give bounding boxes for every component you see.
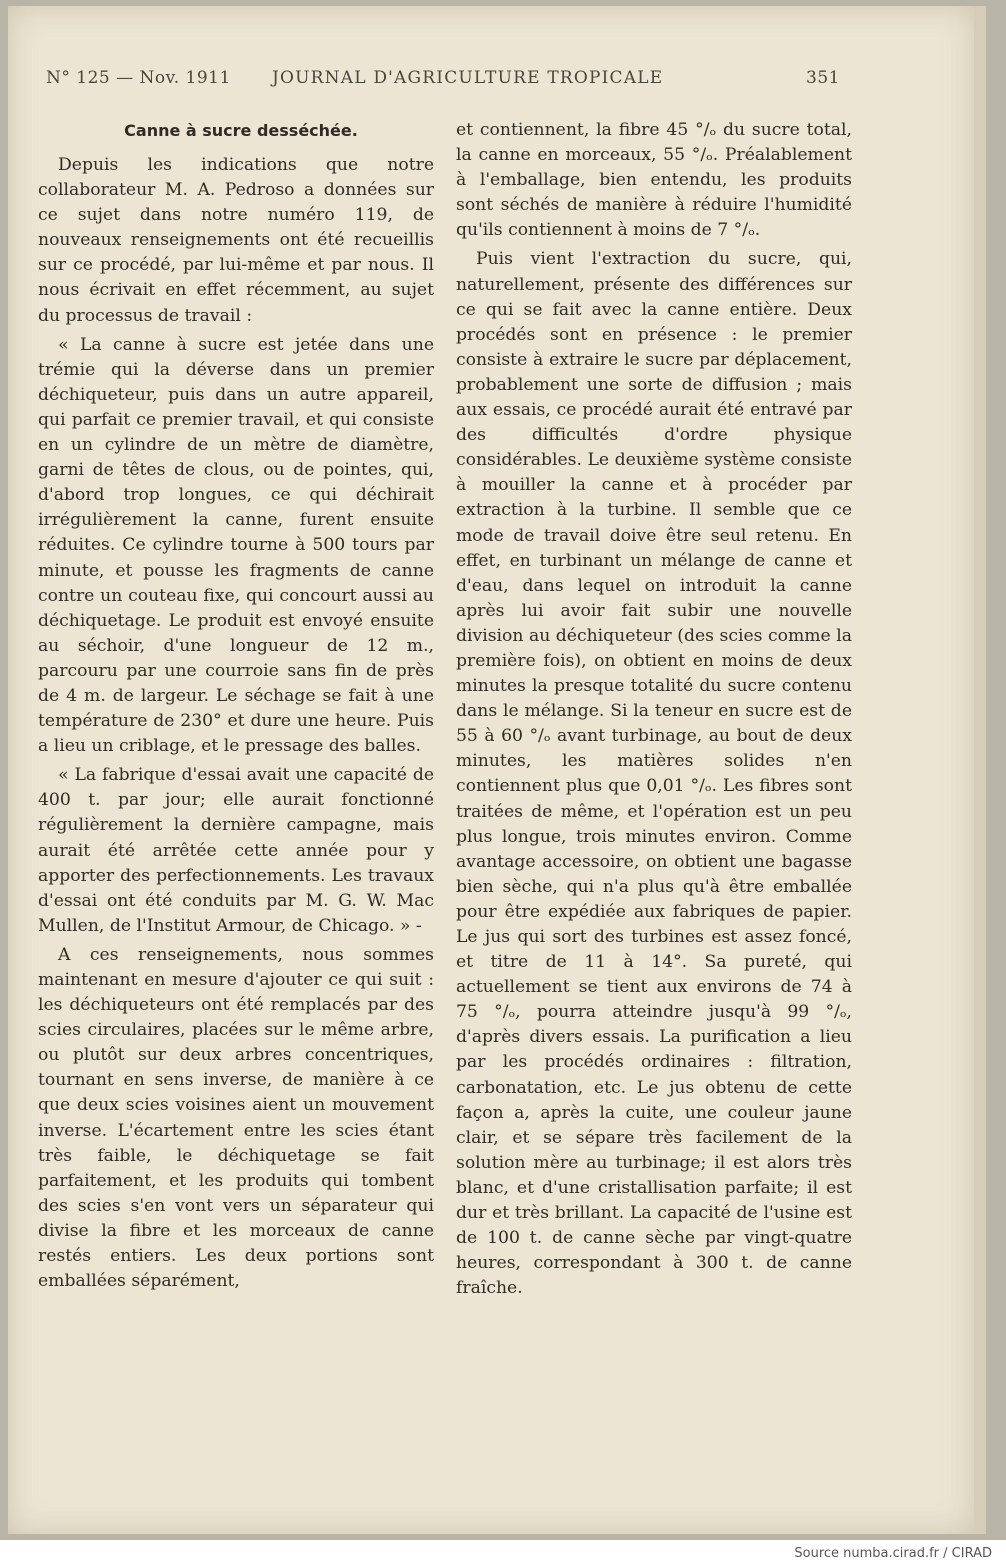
- issue-date: N° 125 — Nov. 1911: [46, 68, 231, 88]
- journal-title: JOURNAL D'AGRICULTURE TROPICALE: [272, 68, 664, 88]
- source-credit: Source numba.cirad.fr / CIRAD: [794, 1546, 992, 1561]
- right-column: [456, 118, 852, 1305]
- paragraph: « La canne à sucre est jetée dans une trémie qui la déverse dans un premier déchiqueteur, puis dans un autre appareil, qui parfait ce premier travail, et qui consiste en un cylindre de un mètre de diamètre, garni de têtes de clous, ou de pointes, qui, d'abord trop longues, ce qui déchirait irrégulièrement la canne, furent ensuite réduites. Ce cylindre tourne à 500 tours par minute, et pousse les fragments de canne contre un couteau fixe, qui concourt aussi au déchiquetage. Le produit est envoyé ensuite au séchoir, d'une longueur de 12 m., parcouru par une courroie sans fin de près de 4 m. de largeur. Le séchage se fait à une température de 230° et dure une heure. Puis a lieu un criblage, et le pressage des balles.: [38, 334, 434, 757]
- paragraph: Depuis les indications que notre collaborateur M. A. Pedroso a données sur ce sujet dans notre numéro 119, de nouveaux renseignements ont été recueillis sur ce procédé, par lui-même et par nous. Il nous écrivait en effet récemment, au sujet du processus de travail :: [38, 155, 434, 326]
- paragraph: Puis vient l'extraction du sucre, qui, naturellement, présente des différences sur ce qui se fait avec la canne entière. Deux procédés sont en présence : le premier consiste à extraire le sucre par déplacement, probablement une sorte de diffusion ; mais aux essais, ce procédé aurait été entravé par des difficultés d'ordre physique considérables. Le deuxième système consiste à mouiller la canne et à procéder par extraction à la turbine. Il semble que ce mode de travail doive être seul retenu. En effet, en turbinant un mélange de canne et d'eau, dans lequel on introduit la canne après lui avoir fait subir une nouvelle division au déchiqueteur (des scies comme la première fois), on obtient en moins de deux minutes la presque totalité du sucre contenu dans le mélange. Si la teneur en sucre est de 55 à 60 °/ₒ avant turbinage, au bout de deux minutes, les matières solides n'en contiennent plus que 0,01 °/ₒ. Les fibres sont traitées de même, et l'opération est un peu plus longue, trois minutes environ. Comme avantage accessoire, on obtient une bagasse bien sèche, qui n'a plus qu'à être emballée pour être expédiée aux fabriques de papier. Le jus qui sort des turbines est assez foncé, et titre de 11 à 14°. Sa pureté, qui actuellement se tient aux environs de 74 à 75 °/ₒ, pourra atteindre jusqu'à 99 °/ₒ, d'après divers essais. La purification a lieu par les procédés ordinaires : filtration, carbonatation, etc. Le jus obtenu de cette façon a, après la cuite, une couleur jaune clair, et se sépare très facilement de la solution mère au turbinage; il est alors très blanc, et d'une cristallisation parfaite; il est dur et très brillant. La capacité de l'usine est de 100 t. de canne sèche par vingt-quatre heures, correspondant à 300 t. de canne fraîche.: [456, 249, 852, 1299]
- article-title: Canne à sucre desséchée.: [124, 121, 358, 140]
- paragraph: A ces renseignements, nous sommes maintenant en mesure d'ajouter ce qui suit : les déchiqueteurs ont été remplacés par des scies circulaires, placées sur le même arbre, ou plutôt sur deux arbres concentriques, tournant en sens inverse, de manière à ce que deux scies voisines aient un mouvement inverse. L'écartement entre les scies étant très faible, le déchiquetage se fait parfaitement, et les produits qui tombent des scies s'en vont vers un séparateur qui divise la fibre et les morceaux de canne restés entiers. Les deux portions sont emballées séparément,: [38, 944, 434, 1292]
- paragraph: « La fabrique d'essai avait une capacité de 400 t. par jour; elle aurait fonctionné régulièrement la dernière campagne, mais aurait été arrêtée cette année pour y apporter des perfectionnements. Les travaux d'essai ont été conduits par M. G. W. Mac Mullen, de l'Institut Armour, de Chicago. » -: [38, 765, 434, 936]
- left-column: [38, 118, 434, 1298]
- page-number: 351: [806, 68, 840, 88]
- page-edge: [974, 6, 986, 1534]
- paragraph: et contiennent, la fibre 45 °/ₒ du sucre total, la canne en morceaux, 55 °/ₒ. Préalablement à l'emballage, bien entendu, les produits sont séchés de manière à réduire l'humidité qu'ils contiennent à moins de 7 °/ₒ.: [456, 120, 852, 241]
- running-head: [46, 68, 840, 94]
